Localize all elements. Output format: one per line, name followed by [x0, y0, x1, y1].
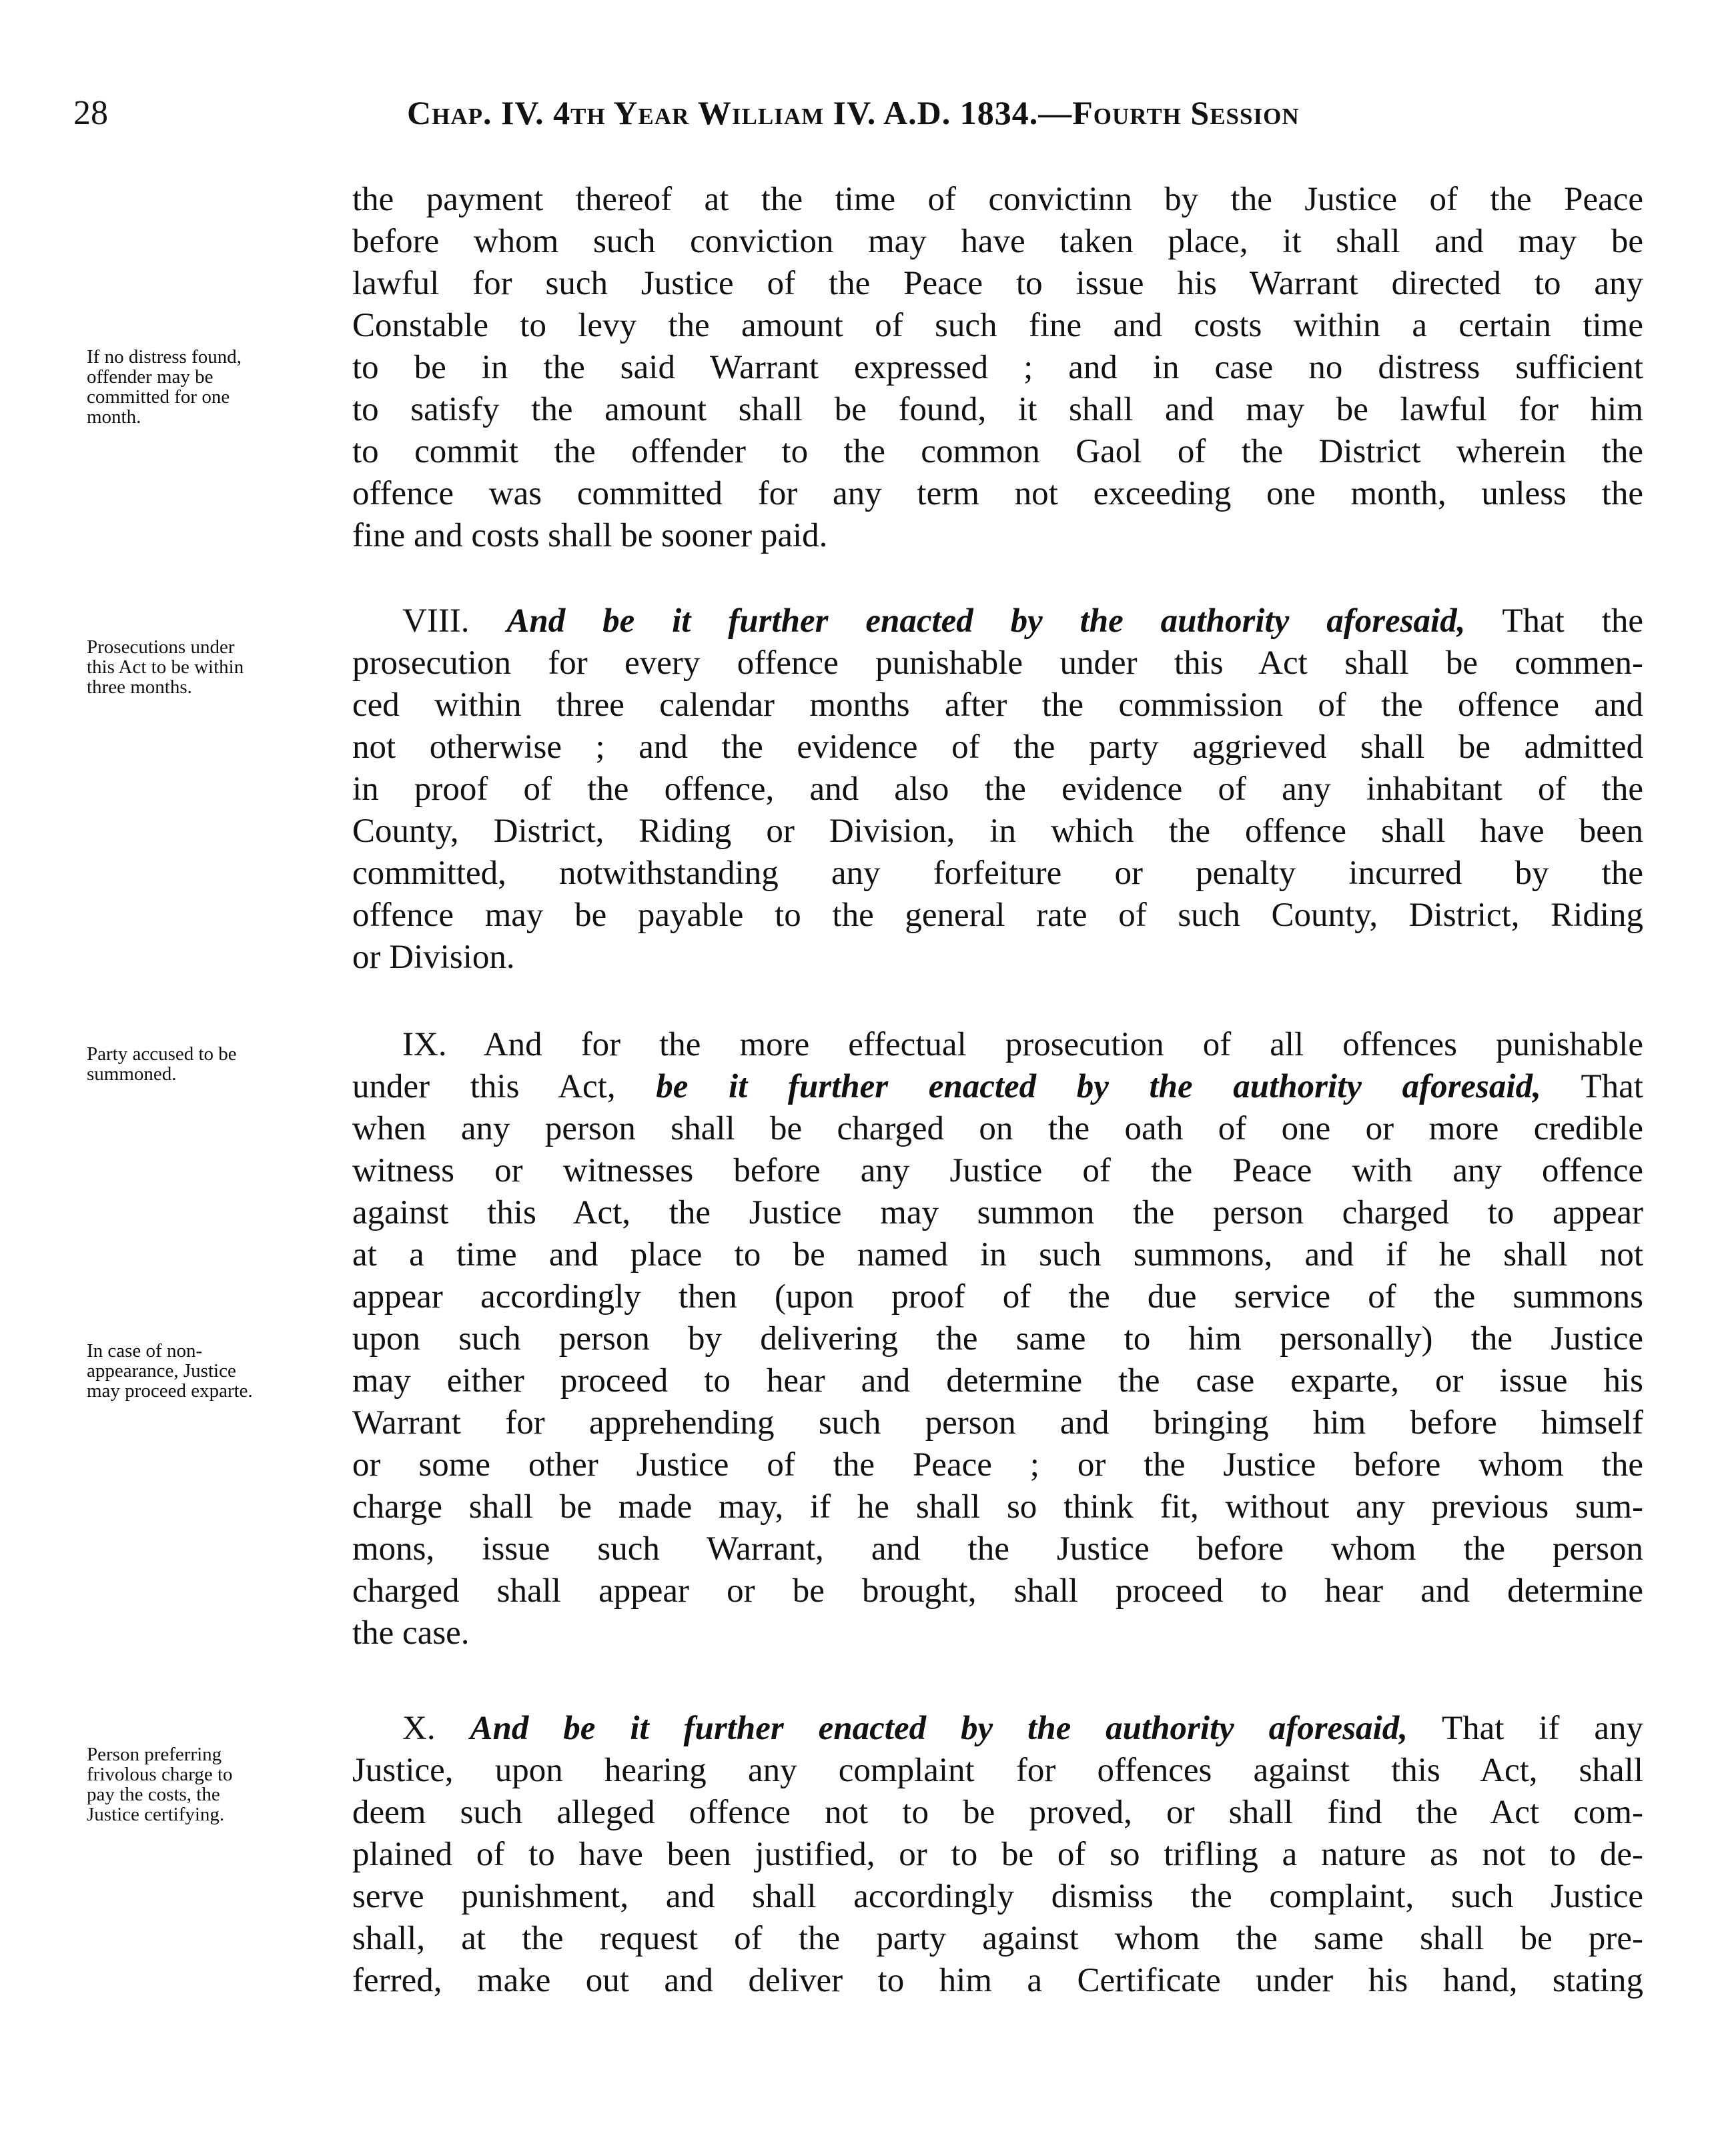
- margin-note-summoned: [87, 1044, 340, 1084]
- section-second-line-post: That: [1581, 1068, 1643, 1105]
- body-line: deem such alleged offence not to be proved, or shall find the Act com-: [352, 1794, 1643, 1831]
- margin-note-line: In case of non-: [87, 1340, 203, 1362]
- body-line: not otherwise ; and the evidence of the party aggrieved shall be admitted: [352, 728, 1643, 766]
- margin-note-prosecutions: [87, 637, 340, 697]
- body-line: Constable to levy the amount of such fine and costs within a certain time: [352, 307, 1643, 344]
- body-line: serve punishment, and shall accordingly dismiss the complaint, such Justice: [352, 1878, 1643, 1915]
- enacting-clause: be it further enacted by the authority aforesaid,: [656, 1068, 1541, 1105]
- margin-note-line: appearance, Justice: [87, 1360, 236, 1382]
- body-line: mons, issue such Warrant, and the Justice before whom the person: [352, 1530, 1643, 1568]
- body-line: against this Act, the Justice may summon the person charged to appear: [352, 1194, 1643, 1231]
- margin-note-line: month.: [87, 406, 141, 428]
- body-line: the payment thereof at the time of convictinn by the Justice of the Peace: [352, 181, 1643, 218]
- section-second-line-pre: under this Act,: [352, 1068, 616, 1105]
- body-line: at a time and place to be named in such summons, and if he shall not: [352, 1236, 1643, 1273]
- paragraph-continuation: [352, 179, 1643, 557]
- section-first-line-rest: That the: [1502, 602, 1644, 640]
- body-line: may either proceed to hear and determine the case exparte, or issue his: [352, 1362, 1643, 1400]
- body-line: or Division.: [352, 939, 515, 976]
- margin-note-line: Justice certifying.: [87, 1804, 225, 1825]
- margin-note-line: Prosecutions under: [87, 636, 235, 658]
- enacting-clause: And be it further enacted by the authority aforesaid,: [470, 1710, 1408, 1747]
- body-line: charge shall be made may, if he shall so think fit, without any previous sum-: [352, 1488, 1643, 1526]
- body-line: to commit the offender to the common Gaol of the District wherein the: [352, 433, 1643, 470]
- body-line: shall, at the request of the party against whom the same shall be pre-: [352, 1920, 1643, 1957]
- body-line: or some other Justice of the Peace ; or the Justice before whom the: [352, 1446, 1643, 1484]
- body-line: plained of to have been justified, or to be of so trifling a nature as not to de-: [352, 1836, 1643, 1873]
- section-first-line: [352, 600, 1643, 642]
- section-first-line: IX. And for the more effectual prosecution of all offences punishable: [402, 1026, 1643, 1063]
- margin-note-line: summoned.: [87, 1063, 177, 1085]
- page-number: 28: [73, 94, 108, 132]
- section-viii: [352, 600, 1643, 979]
- running-head: Chap. IV. 4th Year William IV. A.D. 1834.—Fourth Session: [407, 94, 1300, 131]
- section-number: VIII.: [402, 602, 470, 640]
- margin-note-line: three months.: [87, 676, 192, 698]
- margin-note-distress: [87, 347, 340, 427]
- margin-note-line: this Act to be within: [87, 656, 244, 678]
- body-line: committed, notwithstanding any forfeiture or penalty incurred by the: [352, 855, 1643, 892]
- body-line: Warrant for apprehending such person and bringing him before himself: [352, 1404, 1643, 1442]
- body-line: lawful for such Justice of the Peace to issue his Warrant directed to any: [352, 265, 1643, 302]
- body-line: to satisfy the amount shall be found, it shall and may be lawful for him: [352, 391, 1643, 428]
- margin-note-line: may proceed exparte.: [87, 1380, 253, 1402]
- body-line: ced within three calendar months after the commission of the offence and: [352, 686, 1643, 724]
- margin-note-exparte: [87, 1341, 340, 1401]
- body-line: offence was committed for any term not exceeding one month, unless the: [352, 475, 1643, 512]
- body-line: ferred, make out and deliver to him a Certificate under his hand, stating: [352, 1962, 1643, 1999]
- body-line: County, District, Riding or Division, in which the offence shall have been: [352, 813, 1643, 850]
- body-line: when any person shall be charged on the oath of one or more credible: [352, 1110, 1643, 1147]
- body-line: charged shall appear or be brought, shall proceed to hear and determine: [352, 1572, 1643, 1610]
- margin-note-line: committed for one: [87, 386, 230, 408]
- body-line: fine and costs shall be sooner paid.: [352, 517, 828, 554]
- body-line: Justice, upon hearing any complaint for offences against this Act, shall: [352, 1752, 1643, 1789]
- body-line: offence may be payable to the general rate of such County, District, Riding: [352, 897, 1643, 934]
- section-second-line: [352, 1066, 1643, 1108]
- body-line: appear accordingly then (upon proof of the due service of the summons: [352, 1278, 1643, 1315]
- body-line: to be in the said Warrant expressed ; and in case no distress sufficient: [352, 349, 1643, 386]
- section-first-line-rest: That if any: [1441, 1710, 1643, 1747]
- margin-note-frivolous: [87, 1744, 340, 1824]
- body-line: prosecution for every offence punishable under this Act shall be commen-: [352, 644, 1643, 682]
- body-line: the case.: [352, 1614, 470, 1652]
- section-first-line: [352, 1708, 1643, 1750]
- section-number: X.: [402, 1710, 436, 1747]
- body-line: before whom such conviction may have taken place, it shall and may be: [352, 223, 1643, 260]
- section-ix: [352, 1024, 1643, 1654]
- body-line: upon such person by delivering the same to him personally) the Justice: [352, 1320, 1643, 1358]
- body-line: in proof of the offence, and also the evidence of any inhabitant of the: [352, 770, 1643, 808]
- margin-note-line: pay the costs, the: [87, 1784, 220, 1805]
- margin-note-line: frivolous charge to: [87, 1764, 233, 1785]
- margin-note-line: If no distress found,: [87, 346, 242, 368]
- margin-note-line: offender may be: [87, 366, 213, 388]
- enacting-clause: And be it further enacted by the authority aforesaid,: [506, 602, 1466, 640]
- margin-note-line: Party accused to be: [87, 1043, 237, 1065]
- margin-note-line: Person preferring: [87, 1744, 222, 1765]
- section-x: [352, 1708, 1643, 2002]
- body-line: witness or witnesses before any Justice of the Peace with any offence: [352, 1152, 1643, 1189]
- page-header: [73, 93, 1641, 147]
